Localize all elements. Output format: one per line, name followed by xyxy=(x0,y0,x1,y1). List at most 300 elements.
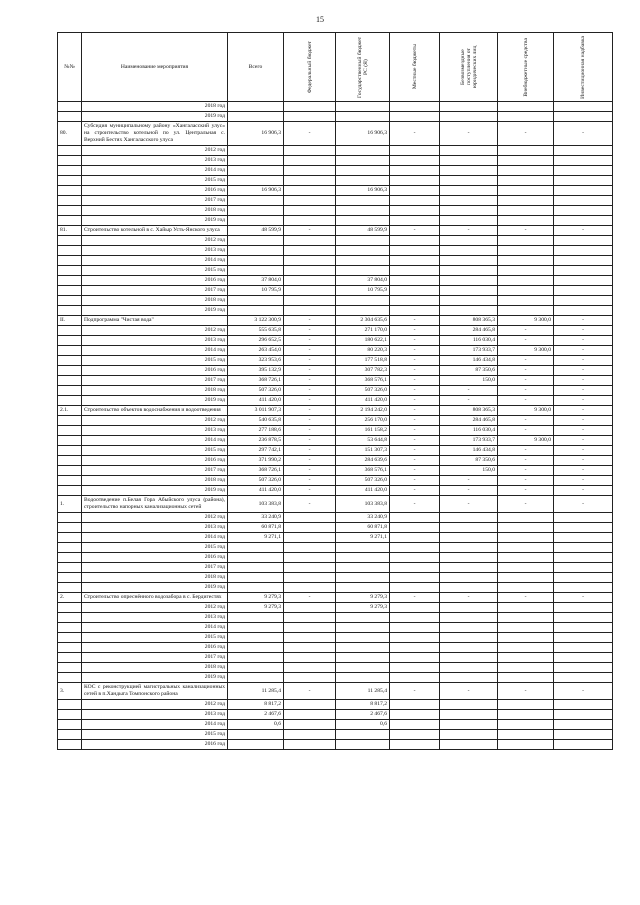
cell-name: 2019 год xyxy=(82,306,228,316)
cell-extrabudget xyxy=(498,146,554,156)
cell-extrabudget xyxy=(498,663,554,673)
cell-index xyxy=(58,456,82,466)
cell-index xyxy=(58,583,82,593)
cell-total xyxy=(228,653,284,663)
cell-name: 2015 год xyxy=(82,446,228,456)
cell-investment xyxy=(554,553,613,563)
cell-name: 2018 год xyxy=(82,663,228,673)
cell-name: 2019 год xyxy=(82,216,228,226)
cell-total xyxy=(228,256,284,266)
cell-total: 8 817,2 xyxy=(228,700,284,710)
cell-legal-entities: 284 465,8 xyxy=(440,326,498,336)
cell-federal xyxy=(284,266,336,276)
table-row-year xyxy=(58,553,613,563)
table-row-year xyxy=(58,730,613,740)
cell-investment: - xyxy=(554,326,613,336)
cell-extrabudget: 9 300,0 xyxy=(498,346,554,356)
cell-investment xyxy=(554,146,613,156)
table-row-item xyxy=(58,122,613,146)
cell-federal: - xyxy=(284,476,336,486)
cell-index xyxy=(58,266,82,276)
cell-state: 411 420,0 xyxy=(336,396,390,406)
cell-extrabudget xyxy=(498,740,554,750)
cell-local xyxy=(390,700,440,710)
cell-federal: - xyxy=(284,122,336,146)
cell-name: 2013 год xyxy=(82,336,228,346)
cell-name: КОС с реконструкцией магистральных канализационных сетей в п.Хандыга Томпонского района xyxy=(82,683,228,700)
cell-legal-entities xyxy=(440,513,498,523)
cell-local: - xyxy=(390,336,440,346)
cell-index xyxy=(58,396,82,406)
cell-state xyxy=(336,256,390,266)
cell-legal-entities xyxy=(440,236,498,246)
cell-investment: - xyxy=(554,122,613,146)
table-row-year xyxy=(58,426,613,436)
cell-local xyxy=(390,166,440,176)
cell-legal-entities xyxy=(440,553,498,563)
cell-federal: - xyxy=(284,396,336,406)
cell-investment xyxy=(554,266,613,276)
table-row-year xyxy=(58,156,613,166)
cell-local: - xyxy=(390,466,440,476)
cell-federal xyxy=(284,166,336,176)
cell-state xyxy=(336,623,390,633)
cell-local xyxy=(390,286,440,296)
cell-index: 2.1. xyxy=(58,406,82,416)
cell-investment xyxy=(554,296,613,306)
cell-extrabudget: - xyxy=(498,122,554,146)
cell-name: 2013 год xyxy=(82,710,228,720)
table-row-year xyxy=(58,296,613,306)
cell-state xyxy=(336,176,390,186)
cell-index xyxy=(58,613,82,623)
cell-local: - xyxy=(390,326,440,336)
cell-total: 0,6 xyxy=(228,720,284,730)
table-row-year xyxy=(58,533,613,543)
cell-federal: - xyxy=(284,486,336,496)
cell-state xyxy=(336,663,390,673)
cell-local xyxy=(390,740,440,750)
cell-investment xyxy=(554,583,613,593)
col-header-total: Всего xyxy=(228,33,284,102)
cell-state xyxy=(336,573,390,583)
cell-state: 284 639,6 xyxy=(336,456,390,466)
cell-local xyxy=(390,563,440,573)
cell-federal xyxy=(284,583,336,593)
cell-investment xyxy=(554,740,613,750)
cell-extrabudget: - xyxy=(498,446,554,456)
cell-name: 2015 год xyxy=(82,543,228,553)
cell-name: 2014 год xyxy=(82,166,228,176)
cell-extrabudget xyxy=(498,603,554,613)
cell-local xyxy=(390,176,440,186)
cell-investment xyxy=(554,166,613,176)
table-row-year xyxy=(58,112,613,122)
cell-federal: - xyxy=(284,346,336,356)
cell-investment: - xyxy=(554,386,613,396)
cell-extrabudget: - xyxy=(498,476,554,486)
cell-federal xyxy=(284,102,336,112)
cell-total xyxy=(228,296,284,306)
cell-extrabudget xyxy=(498,166,554,176)
cell-total xyxy=(228,246,284,256)
cell-federal xyxy=(284,216,336,226)
table-row-year xyxy=(58,643,613,653)
cell-extrabudget xyxy=(498,633,554,643)
cell-federal xyxy=(284,730,336,740)
cell-local: - xyxy=(390,226,440,236)
cell-name: Строительство объектов водоснабжения и водоотведения xyxy=(82,406,228,416)
cell-legal-entities xyxy=(440,730,498,740)
cell-investment xyxy=(554,256,613,266)
cell-index xyxy=(58,466,82,476)
cell-index xyxy=(58,543,82,553)
cell-state: 271 170,0 xyxy=(336,326,390,336)
cell-extrabudget: - xyxy=(498,466,554,476)
cell-local: - xyxy=(390,386,440,396)
cell-legal-entities xyxy=(440,286,498,296)
cell-federal: - xyxy=(284,416,336,426)
cell-index xyxy=(58,573,82,583)
cell-local xyxy=(390,216,440,226)
cell-investment xyxy=(554,533,613,543)
cell-federal xyxy=(284,146,336,156)
cell-index xyxy=(58,673,82,683)
cell-name: Строительство опреснённого водозабора в с. Бердигестях xyxy=(82,593,228,603)
cell-total: 9 271,1 xyxy=(228,533,284,543)
cell-state xyxy=(336,246,390,256)
cell-total: 48 599,9 xyxy=(228,226,284,236)
cell-total: 368 726,1 xyxy=(228,466,284,476)
cell-total xyxy=(228,623,284,633)
cell-local: - xyxy=(390,426,440,436)
cell-extrabudget xyxy=(498,296,554,306)
cell-investment: - xyxy=(554,446,613,456)
cell-investment: - xyxy=(554,593,613,603)
cell-investment xyxy=(554,246,613,256)
cell-index xyxy=(58,700,82,710)
cell-extrabudget xyxy=(498,710,554,720)
cell-state: 60 871,8 xyxy=(336,523,390,533)
cell-federal xyxy=(284,156,336,166)
cell-name: 2017 год xyxy=(82,376,228,386)
cell-total: 9 279,3 xyxy=(228,603,284,613)
cell-legal-entities xyxy=(440,256,498,266)
cell-state: 16 906,3 xyxy=(336,186,390,196)
cell-state xyxy=(336,673,390,683)
cell-state: 256 170,0 xyxy=(336,416,390,426)
cell-state xyxy=(336,740,390,750)
cell-state: 48 599,9 xyxy=(336,226,390,236)
cell-federal: - xyxy=(284,326,336,336)
cell-state: 0,6 xyxy=(336,720,390,730)
cell-index: 80. xyxy=(58,122,82,146)
cell-federal xyxy=(284,543,336,553)
cell-total: 9 279,3 xyxy=(228,593,284,603)
cell-total: 16 906,3 xyxy=(228,186,284,196)
cell-index xyxy=(58,633,82,643)
cell-state: 103 383,8 xyxy=(336,496,390,513)
cell-state: 2 467,6 xyxy=(336,710,390,720)
cell-local xyxy=(390,720,440,730)
table-row-year xyxy=(58,336,613,346)
cell-local: - xyxy=(390,366,440,376)
cell-investment: - xyxy=(554,486,613,496)
cell-index xyxy=(58,186,82,196)
cell-index: 2. xyxy=(58,593,82,603)
cell-legal-entities xyxy=(440,643,498,653)
cell-investment: - xyxy=(554,476,613,486)
cell-name: 2018 год xyxy=(82,386,228,396)
cell-total xyxy=(228,563,284,573)
cell-investment xyxy=(554,603,613,613)
table-row-year xyxy=(58,102,613,112)
cell-local: - xyxy=(390,316,440,326)
cell-total: 297 742,1 xyxy=(228,446,284,456)
cell-federal xyxy=(284,643,336,653)
cell-name: 2014 год xyxy=(82,623,228,633)
cell-legal-entities xyxy=(440,720,498,730)
cell-index xyxy=(58,523,82,533)
cell-local: - xyxy=(390,436,440,446)
cell-legal-entities xyxy=(440,146,498,156)
cell-extrabudget: - xyxy=(498,426,554,436)
table-row-year xyxy=(58,306,613,316)
cell-index xyxy=(58,166,82,176)
cell-federal xyxy=(284,296,336,306)
cell-legal-entities: 116 030,4 xyxy=(440,336,498,346)
cell-index xyxy=(58,296,82,306)
cell-name: 2013 год xyxy=(82,246,228,256)
cell-local: - xyxy=(390,593,440,603)
cell-extrabudget xyxy=(498,653,554,663)
cell-federal xyxy=(284,710,336,720)
cell-investment xyxy=(554,673,613,683)
cell-state: 411 420,0 xyxy=(336,486,390,496)
table-row-year xyxy=(58,206,613,216)
cell-extrabudget xyxy=(498,673,554,683)
cell-total xyxy=(228,643,284,653)
cell-state: 9 279,3 xyxy=(336,593,390,603)
cell-name: 2018 год xyxy=(82,573,228,583)
cell-index xyxy=(58,356,82,366)
cell-investment xyxy=(554,513,613,523)
cell-investment: - xyxy=(554,226,613,236)
cell-name: 2017 год xyxy=(82,196,228,206)
cell-federal xyxy=(284,720,336,730)
cell-index xyxy=(58,366,82,376)
table-header-row xyxy=(58,33,613,102)
cell-investment xyxy=(554,156,613,166)
table-row-year xyxy=(58,326,613,336)
cell-state xyxy=(336,156,390,166)
cell-total xyxy=(228,573,284,583)
table-row-year xyxy=(58,563,613,573)
cell-local: - xyxy=(390,496,440,513)
col-header-federal: Федеральный бюджет xyxy=(284,33,336,102)
cell-total xyxy=(228,553,284,563)
cell-investment: - xyxy=(554,416,613,426)
cell-legal-entities: - xyxy=(440,226,498,236)
budget-table xyxy=(57,32,613,750)
cell-local xyxy=(390,730,440,740)
cell-investment: - xyxy=(554,436,613,446)
cell-legal-entities xyxy=(440,102,498,112)
cell-total xyxy=(228,112,284,122)
cell-local xyxy=(390,543,440,553)
cell-total xyxy=(228,146,284,156)
cell-federal xyxy=(284,236,336,246)
cell-federal xyxy=(284,740,336,750)
cell-index xyxy=(58,533,82,543)
cell-total: 2 467,6 xyxy=(228,710,284,720)
cell-total: 555 635,8 xyxy=(228,326,284,336)
table-row-year xyxy=(58,166,613,176)
cell-total: 11 285,4 xyxy=(228,683,284,700)
cell-total: 296 652,5 xyxy=(228,336,284,346)
cell-extrabudget xyxy=(498,246,554,256)
cell-legal-entities: - xyxy=(440,683,498,700)
cell-name: 2014 год xyxy=(82,720,228,730)
cell-extrabudget xyxy=(498,643,554,653)
table-row-year xyxy=(58,623,613,633)
cell-name: 2016 год xyxy=(82,186,228,196)
cell-local: - xyxy=(390,406,440,416)
cell-federal: - xyxy=(284,436,336,446)
table-row-year xyxy=(58,256,613,266)
cell-extrabudget xyxy=(498,266,554,276)
table-row-year xyxy=(58,246,613,256)
cell-local xyxy=(390,246,440,256)
table-body xyxy=(58,102,613,750)
cell-state xyxy=(336,306,390,316)
cell-total xyxy=(228,306,284,316)
cell-legal-entities xyxy=(440,206,498,216)
table-row-item xyxy=(58,683,613,700)
cell-legal-entities xyxy=(440,216,498,226)
cell-name: 2013 год xyxy=(82,426,228,436)
cell-index xyxy=(58,176,82,186)
cell-extrabudget: - xyxy=(498,376,554,386)
cell-name: 2018 год xyxy=(82,206,228,216)
cell-federal: - xyxy=(284,446,336,456)
cell-name: Субсидия муниципальному району «Хангаласский улус» на строительство котельной по ул. Центральная с. Верхний Бестях Хангаласского улуса xyxy=(82,122,228,146)
cell-investment: - xyxy=(554,466,613,476)
cell-extrabudget: - xyxy=(498,396,554,406)
cell-total xyxy=(228,236,284,246)
cell-federal: - xyxy=(284,336,336,346)
table-row-year xyxy=(58,146,613,156)
cell-investment: - xyxy=(554,336,613,346)
cell-total xyxy=(228,102,284,112)
cell-local: - xyxy=(390,683,440,700)
cell-investment xyxy=(554,216,613,226)
cell-local xyxy=(390,296,440,306)
cell-name: 2018 год xyxy=(82,476,228,486)
cell-federal xyxy=(284,256,336,266)
table-row-year xyxy=(58,573,613,583)
cell-index xyxy=(58,246,82,256)
cell-legal-entities xyxy=(440,633,498,643)
cell-local: - xyxy=(390,346,440,356)
cell-name: 2018 год xyxy=(82,296,228,306)
cell-local xyxy=(390,196,440,206)
cell-federal: - xyxy=(284,466,336,476)
cell-legal-entities: - xyxy=(440,122,498,146)
cell-index xyxy=(58,146,82,156)
cell-legal-entities xyxy=(440,710,498,720)
cell-federal xyxy=(284,633,336,643)
table-row-year xyxy=(58,376,613,386)
cell-legal-entities xyxy=(440,176,498,186)
cell-investment xyxy=(554,523,613,533)
cell-index xyxy=(58,710,82,720)
cell-legal-entities: 173 933,7 xyxy=(440,346,498,356)
cell-investment xyxy=(554,573,613,583)
table-row-year xyxy=(58,513,613,523)
cell-index xyxy=(58,276,82,286)
cell-local: - xyxy=(390,122,440,146)
cell-federal xyxy=(284,563,336,573)
cell-extrabudget xyxy=(498,216,554,226)
cell-total: 323 953,6 xyxy=(228,356,284,366)
cell-name: 2014 год xyxy=(82,533,228,543)
cell-extrabudget: - xyxy=(498,386,554,396)
cell-federal xyxy=(284,306,336,316)
cell-extrabudget xyxy=(498,513,554,523)
cell-total: 411 420,0 xyxy=(228,396,284,406)
cell-state: 10 795,9 xyxy=(336,286,390,296)
cell-state xyxy=(336,166,390,176)
cell-legal-entities xyxy=(440,653,498,663)
cell-index xyxy=(58,476,82,486)
cell-federal: - xyxy=(284,316,336,326)
cell-local xyxy=(390,603,440,613)
cell-state: 507 326,0 xyxy=(336,386,390,396)
cell-state: 16 906,3 xyxy=(336,122,390,146)
table-row-year xyxy=(58,216,613,226)
cell-index xyxy=(58,326,82,336)
cell-state xyxy=(336,146,390,156)
table-row-year xyxy=(58,720,613,730)
table-row-year xyxy=(58,456,613,466)
cell-federal xyxy=(284,286,336,296)
cell-investment xyxy=(554,663,613,673)
cell-total xyxy=(228,156,284,166)
cell-name: 2012 год xyxy=(82,326,228,336)
cell-federal: - xyxy=(284,426,336,436)
cell-state xyxy=(336,643,390,653)
cell-legal-entities xyxy=(440,246,498,256)
cell-investment xyxy=(554,306,613,316)
cell-state xyxy=(336,730,390,740)
cell-investment: - xyxy=(554,683,613,700)
cell-extrabudget xyxy=(498,623,554,633)
cell-state: 180 622,1 xyxy=(336,336,390,346)
cell-index: 3. xyxy=(58,683,82,700)
table-row-year xyxy=(58,673,613,683)
cell-index xyxy=(58,513,82,523)
cell-legal-entities xyxy=(440,166,498,176)
cell-legal-entities xyxy=(440,296,498,306)
cell-state: 177 518,8 xyxy=(336,356,390,366)
cell-investment: - xyxy=(554,406,613,416)
cell-investment xyxy=(554,236,613,246)
table-row-year xyxy=(58,740,613,750)
cell-local xyxy=(390,513,440,523)
cell-legal-entities xyxy=(440,112,498,122)
table-row-year xyxy=(58,366,613,376)
